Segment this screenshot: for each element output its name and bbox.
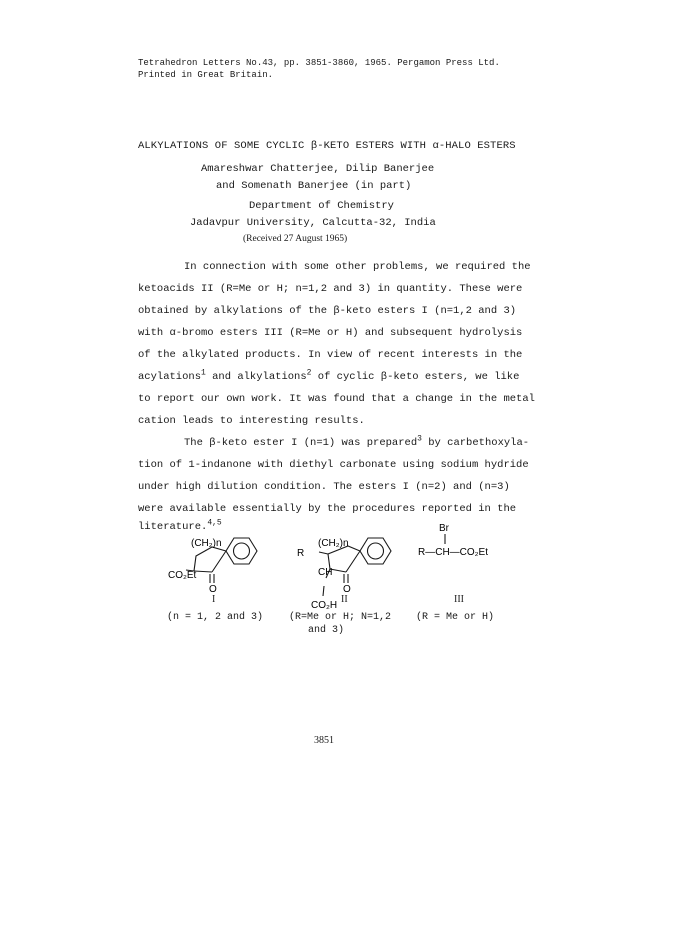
paper-title: ALKYLATIONS OF SOME CYCLIC β-KETO ESTERS WITH α-HALO ESTERS bbox=[138, 140, 516, 152]
paragraph-1-line: cation leads to interesting results. bbox=[138, 415, 365, 427]
structure-II-acid: CO₂H bbox=[311, 600, 338, 611]
footnote-ref-2: 2 bbox=[306, 368, 312, 378]
structure-I-ester: CO₂Et bbox=[168, 570, 197, 581]
structure-III-br: Br bbox=[439, 523, 449, 534]
affiliation-university: Jadavpur University, Calcutta-32, India bbox=[190, 217, 436, 229]
authors-line-1: Amareshwar Chatterjee, Dilip Banerjee bbox=[201, 163, 435, 175]
paragraph-1-line: In connection with some other problems, we required the bbox=[184, 261, 531, 273]
paragraph-1-line: to report our own work. It was found that a change in the metal bbox=[138, 393, 535, 405]
footnote-ref-1: 1 bbox=[201, 368, 206, 378]
structure-I-oxygen: O bbox=[209, 584, 217, 595]
paragraph-2-line: were available essentially by the procedures reported in the bbox=[138, 503, 517, 515]
structure-III-caption: (R = Me or H) bbox=[416, 612, 495, 623]
received-date: (Received 27 August 1965) bbox=[243, 234, 348, 244]
structure-I-ring-label: (CH₂)n bbox=[191, 538, 222, 549]
structure-I-numeral: I bbox=[212, 594, 216, 605]
paragraph-1-line: obtained by alkylations of the β-keto esters I (n=1,2 and 3) bbox=[138, 305, 517, 317]
structure-II-oxygen: O bbox=[343, 584, 351, 595]
page-number: 3851 bbox=[314, 735, 334, 746]
paragraph-2-line: under high dilution condition. The esters I (n=2) and (n=3) bbox=[138, 481, 510, 493]
paragraph-1-line: acylations$^1$ and alkylations$^2$ of cyclic β-keto esters, we like bbox=[138, 368, 520, 383]
structure-II-caption-line-1: (R=Me or H; N=1,2 bbox=[289, 612, 392, 623]
structure-II-numeral: II bbox=[341, 594, 348, 605]
structure-II-r-group: R bbox=[297, 548, 305, 559]
paragraph-2-line: literature.$^{4,5}$ bbox=[138, 518, 222, 533]
affiliation-department: Department of Chemistry bbox=[249, 200, 394, 212]
paragraph-2-line: The β-keto ester I (n=1) was prepared$^3$ by carbethoxyla- bbox=[184, 434, 530, 449]
paragraph-1-line: with α-bromo esters III (R=Me or H) and subsequent hydrolysis bbox=[138, 327, 523, 339]
paragraph-2-line: tion of 1-indanone with diethyl carbonate using sodium hydride bbox=[138, 459, 529, 471]
authors-line-2: and Somenath Banerjee (in part) bbox=[216, 180, 412, 192]
journal-citation: Tetrahedron Letters No.43, pp. 3851-3860, 1965. Pergamon Press Ltd. bbox=[138, 58, 500, 68]
structure-III-formula: R—CH—CO₂Et bbox=[418, 547, 488, 558]
structure-III-numeral: III bbox=[454, 594, 464, 605]
paragraph-1-line: ketoacids II (R=Me or H; n=1,2 and 3) in quantity. These were bbox=[138, 283, 523, 295]
footnote-ref-4-5: 4,5 bbox=[207, 518, 222, 528]
footnote-ref-3: 3 bbox=[417, 434, 422, 444]
structure-I-caption: (n = 1, 2 and 3) bbox=[167, 612, 264, 623]
structure-II-ring-label: (CH₂)n bbox=[318, 538, 349, 549]
paragraph-1-line: of the alkylated products. In view of recent interests in the bbox=[138, 349, 523, 361]
structure-II-ch: CH bbox=[318, 567, 333, 578]
printed-in: Printed in Great Britain. bbox=[138, 70, 274, 80]
structure-II-caption-line-2: and 3) bbox=[308, 625, 345, 636]
